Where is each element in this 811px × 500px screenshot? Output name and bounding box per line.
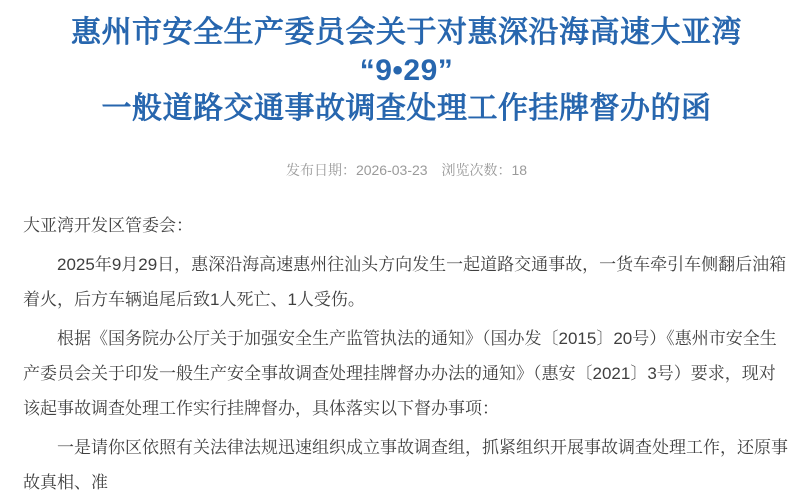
document-page xyxy=(0,14,811,500)
publish-date-label: 发布日期： xyxy=(285,162,356,178)
salutation-paragraph: 大亚湾开发区管委会： xyxy=(23,216,193,235)
supervision-item-paragraph: 一是请你区依照有关法律法规迅速组织成立事故调查组，抓紧组织开展事故调查处理工作，还原事故真相、准 xyxy=(23,438,788,493)
document-meta xyxy=(23,160,790,180)
publish-date xyxy=(286,162,432,178)
legal-basis-paragraph: 根据《国务院办公厅关于加强安全生产监管执法的通知》（国办发〔2015〕20号）《惠州市安全生产委员会关于印发一般生产安全事故调查处理挂牌督办办法的通知》（惠安〔2021〕3号）要求，现对该起事故调查处理工作实行挂牌督办，具体落实以下督办事项： xyxy=(23,329,777,419)
publish-date-value: 2026-03-23 xyxy=(355,162,428,178)
page-title-line-3: 一般道路交通事故调查处理工作挂牌督办的函 xyxy=(101,92,712,125)
page-title xyxy=(59,14,754,128)
view-count-value: 18 xyxy=(511,162,528,178)
page-title-line-1: 惠州市安全生产委员会关于对惠深沿海高速大亚湾 xyxy=(71,16,742,49)
page-title-line-2: “9•29” xyxy=(359,54,454,87)
document-body xyxy=(23,208,790,500)
accident-description-paragraph: 2025年9月29日，惠深沿海高速惠州往汕头方向发生一起道路交通事故，一货车牵引车侧翻后油箱着火，后方车辆追尾后致1人死亡、1人受伤。 xyxy=(23,255,787,310)
view-count-label: 浏览次数： xyxy=(441,162,512,178)
view-count xyxy=(441,162,527,178)
